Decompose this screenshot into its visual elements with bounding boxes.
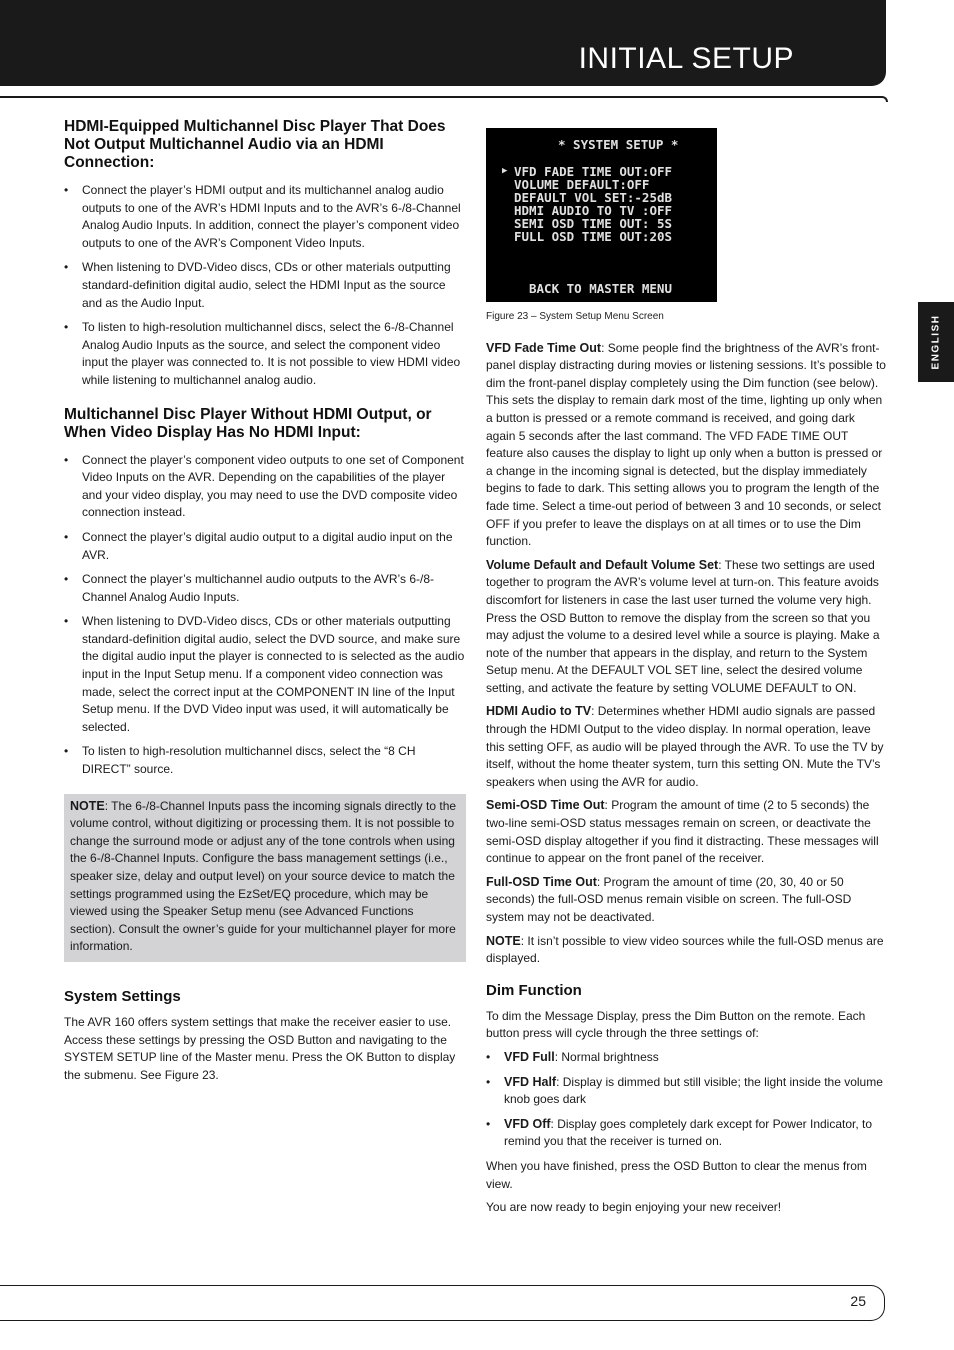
osd-row: FULL OSD TIME OUT:20S <box>514 229 673 244</box>
term-text: : Some people find the brightness of the AVR’s front-panel display distracting during movies or listening sessions. It’s possible to dim the front-panel display completely using the Dim function (see below). This sets the display to remain dark most of the time, lighting up only when a button is pressed or a remote command is received, and going dark again 5 seconds after the last command. The VFD FADE TIME OUT feature also causes the display to light up only when a button is pressed or a change in the incoming signal is detected, but the display immediately begins to fade to dark. This setting allows you to program the length of the fade time. Select a time-out period of between 3 and 10 seconds, or select OFF if you prefer to leave the displays on at all times or to use the Dim function. <box>486 340 886 549</box>
paragraph-full-osd <box>486 874 886 927</box>
term: NOTE <box>486 933 521 948</box>
note-box <box>64 794 466 962</box>
paragraph-note <box>486 933 886 968</box>
list-item <box>486 1049 886 1067</box>
term-text: : It isn’t possible to view video sources while the full-OSD menus are displayed. <box>486 933 884 966</box>
list-item: • To listen to high-resolution multichannel discs, select the 6-/8-Channel Analog Audio Inputs as the source, and select the component video input the player was connected to. It is not possible to view HDMI video while listening to multichannel analog audio. <box>64 319 466 389</box>
term-text: : Program the amount of time (2 to 5 seconds) the two-line semi-OSD status messages remain on screen, or deactivate the semi-OSD display altogether if you find it distracting. These messages will continue to appear on the front panel of the receiver. <box>486 798 879 866</box>
term: VFD Fade Time Out <box>486 340 602 355</box>
section-heading-hdmi-player: HDMI-Equipped Multichannel Disc Player That Does Not Output Multichannel Audio via an HDMI Connection: <box>64 118 446 171</box>
term: Full-OSD Time Out <box>486 874 597 889</box>
list-item: • When listening to DVD-Video discs, CDs or other materials outputting standard-definition digital audio, select the HDMI Input as the source and as the Audio Input. <box>64 259 466 312</box>
paragraph-vfd-fade <box>486 340 886 551</box>
term-text: : Display is dimmed but still visible; the light inside the volume knob goes dark <box>504 1074 883 1107</box>
section-heading-no-hdmi: Multichannel Disc Player Without HDMI Output, or When Video Display Has No HDMI Input: <box>64 405 432 441</box>
osd-menu-screenshot <box>486 128 717 302</box>
term-text: : Normal brightness <box>554 1049 659 1064</box>
section-heading-dim-function: Dim Function <box>486 981 582 999</box>
list-item: • Connect the player’s multichannel audio outputs to the AVR’s 6-/8-Channel Analog Audio Inputs. <box>64 571 466 606</box>
term: Volume Default and Default Volume Set <box>486 557 719 572</box>
osd-row: VFD FADE TIME OUT:OFF <box>514 164 673 179</box>
system-settings-text: The AVR 160 offers system settings that make the receiver easier to use. Access these settings by pressing the OSD Button and navigating to the SYSTEM SETUP line of the Master menu. Press the OK Button to display the submenu. See Figure 23. <box>64 1014 456 1082</box>
list-item: • Connect the player’s digital audio output to a digital audio input on the AVR. <box>64 529 466 564</box>
term: Semi-OSD Time Out <box>486 798 605 813</box>
term: VFD Full <box>504 1049 555 1064</box>
dim-outro-2: You are now ready to begin enjoying your new receiver! <box>486 1200 782 1215</box>
cursor-arrow-icon: ▶ <box>502 166 508 176</box>
footer-rule <box>0 1285 885 1321</box>
term-text: : Program the amount of time (20, 30, 40 or 50 seconds) the full-OSD menus remain visible on screen. The full-OSD system may not be deactivated. <box>486 874 852 924</box>
bullet-list-no-hdmi <box>64 452 466 779</box>
page-number: 25 <box>850 1293 866 1309</box>
term-text: : Display goes completely dark except for Power Indicator, to remind you that the receiver is turned on. <box>504 1116 873 1149</box>
figure-caption: Figure 23 – System Setup Menu Screen <box>486 311 664 322</box>
bullet-list-hdmi-player <box>64 182 466 390</box>
term-text: : Determines whether HDMI audio signals are passed through the HDMI Output to the video display. In normal operation, leave this setting OFF, as audio will be played through the AVR. To use the TV by itself, without the home theater system, turn this setting ON. Mute the TV’s speakers when using the AVR for audio. <box>486 704 884 789</box>
list-item: • Connect the player’s HDMI output and its multichannel analog audio outputs to one of the AVR’s HDMI Inputs and to the AVR’s 6-/8-Channel Analog Audio Inputs. In addition, connect the player’s component video outputs to one of the AVR’s Component Video Inputs. <box>64 182 466 252</box>
paragraph-hdmi-audio <box>486 703 886 791</box>
osd-back-item: BACK TO MASTER MENU <box>529 281 672 296</box>
language-tab <box>918 302 954 382</box>
right-column <box>486 128 886 1223</box>
osd-row: VOLUME DEFAULT:OFF <box>514 177 650 192</box>
list-item: • When listening to DVD-Video discs, CDs or other materials outputting standard-definition digital audio, select the DVD source, and make sure the digital audio input the player is connected to is selected as the audio input in the Input Setup menu. If a component video connection was made, select the correct input at the COMPONENT IN line of the Input Setup menu. If the DVD Video input was used, it will automatically be selected. <box>64 613 466 736</box>
left-column <box>64 118 466 1090</box>
paragraph-semi-osd <box>486 797 886 867</box>
osd-row: SEMI OSD TIME OUT: 5S <box>514 216 673 231</box>
language-tab-label: ENGLISH <box>930 314 942 370</box>
dim-outro-1: When you have finished, press the OSD Button to clear the menus from view. <box>486 1158 867 1191</box>
list-item <box>486 1116 886 1151</box>
list-item: • To listen to high-resolution multichannel discs, select the “8 CH DIRECT” source. <box>64 743 466 778</box>
osd-rows <box>514 165 672 243</box>
term: VFD Off <box>504 1116 551 1131</box>
dim-intro: To dim the Message Display, press the Dim Button on the remote. Each button press will cycle through the three settings of: <box>486 1008 866 1041</box>
header-bar <box>0 0 886 86</box>
header-rule <box>0 96 888 102</box>
section-heading-system-settings: System Settings <box>64 987 181 1005</box>
page-title: INITIAL SETUP <box>578 42 794 75</box>
note-text: : The 6-/8-Channel Inputs pass the incoming signals directly to the volume control, without digitizing or processing them. It is not possible to change the surround mode or adjust any of the tone controls when using the 6-/8-Channel Inputs. Configure the bass management settings (i.e., speaker size, delay and output level) on your source device to match the settings programmed using the EzSet/EQ procedure, which may be viewed using the Speaker Setup menu (see Advanced Functions section). Consult the owner’s guide for your multichannel player for more information. <box>70 798 457 954</box>
paragraph-volume-default <box>486 557 886 698</box>
term: HDMI Audio to TV <box>486 704 592 719</box>
term-text: : These two settings are used together to program the AVR’s volume level at turn-on. This feature avoids discomfort for listeners in case the last user turned the volume very high. Press the OSD Button to remove the display from the screen so that you may adjust the volume to a desired level while a source is playing. Make a note of the number that appears in the display, and return to the System Setup menu. At the DEFAULT VOL SET line, select the desired volume setting, and activate the feature by setting VOLUME DEFAULT to ON. <box>486 557 880 695</box>
list-item: • Connect the player’s component video outputs to one set of Component Video Inputs on the AVR. Depending on the capabilities of the player and your video display, you may need to use the DVD composite video connection instead. <box>64 452 466 522</box>
osd-row: HDMI AUDIO TO TV :OFF <box>514 203 673 218</box>
bullet-list-dim <box>486 1049 886 1151</box>
osd-row: DEFAULT VOL SET:-25dB <box>514 190 673 205</box>
osd-title: * SYSTEM SETUP * <box>558 137 679 152</box>
list-item <box>486 1074 886 1109</box>
note-label: NOTE <box>70 798 105 813</box>
term: VFD Half <box>504 1074 557 1089</box>
